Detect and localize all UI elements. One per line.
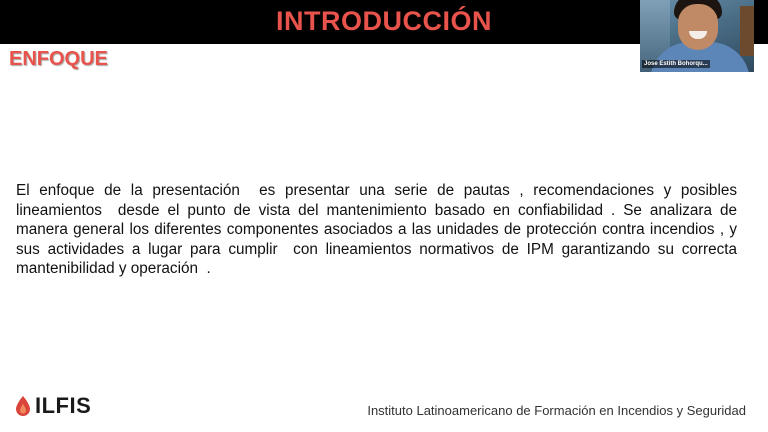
slide-body-text: El enfoque de la presentación es presentar una serie de pautas , recomendaciones y posibles lineamientos desde el punto de vista del mantenimiento basado en confiabilidad . Se analizara de manera general los diferentes componentes asociados a las unidades de protección contra incendios , y sus actividades a lugar para cumplir con lineamientos normativos de IPM garantizando su correcta mantenibilidad y operación . [16, 182, 742, 277]
slide-title: INTRODUCCIÓN [276, 6, 492, 36]
webcam-person-face [678, 4, 718, 50]
flame-drop-icon [14, 395, 32, 417]
participant-name-label: Jose Estith Bohorqu... [644, 61, 708, 67]
ilfis-logo [14, 394, 91, 418]
webcam-background-shelf [740, 6, 754, 56]
footer-organization-name: Instituto Latinoamericano de Formación en Incendios y Seguridad [367, 403, 746, 418]
logo-wordmark: ILFIS [35, 393, 92, 418]
webcam-tile[interactable] [640, 0, 754, 72]
section-heading: ENFOQUE [9, 48, 108, 70]
